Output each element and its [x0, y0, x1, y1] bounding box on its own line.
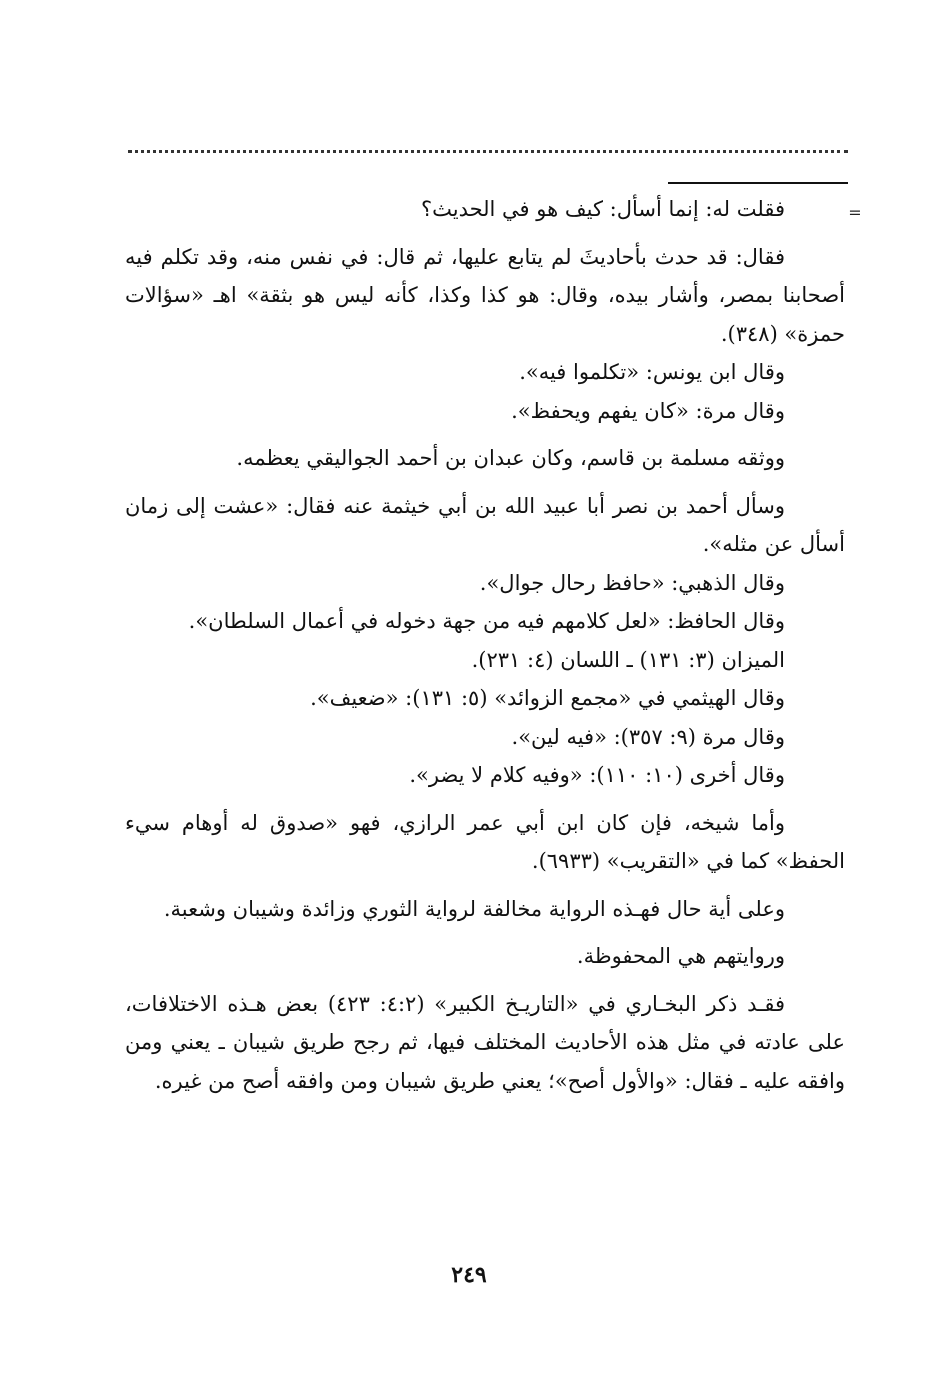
- paragraph: وقال ابن يونس: «تكلموا فيه».: [519, 360, 785, 384]
- paragraph: وعلى أية حال فهـذه الرواية مخالفة لرواية الثوري وزائدة وشيبان وشعبة.: [163, 896, 785, 921]
- paragraph: وقال مرة (٩: ٣٥٧): «فيه لين».: [511, 724, 785, 749]
- paragraph: وسأل أحمد بن نصر أبا عبيد الله بن أبي خيثمة عنه فقال: «عشت إلى زمان أسأل عن مثله».: [125, 493, 845, 556]
- paragraph: وروايتهم هي المحفوظة.: [576, 944, 785, 968]
- continuation-marker: =: [848, 203, 862, 222]
- footnote-rule: [668, 182, 848, 184]
- paragraph: وقال الذهبي: «حافظ رحال جوال».: [479, 570, 785, 595]
- paragraph: وقال مرة: «كان يفهم ويحفظ».: [511, 398, 785, 423]
- dotted-separator: [128, 150, 848, 153]
- paragraph: فقال: قد حدث بأحاديثَ لم يتابع عليها، ثم قال: في نفس منه، وقد تكلم فيه أصحابنا بمصر، وأشار بيده، وقال: هو كذا وكذا، كأنه ليس هو بثقة» اهـ «سؤالات حمزة» (٣٤٨).: [125, 244, 846, 346]
- paragraph: وقال الهيثمي في «مجمع الزوائد» (٥: ١٣١): «ضعيف».: [310, 686, 785, 710]
- paragraph: فقـد ذكر البخـاري في «التاريـخ الكبير» (٤:٢: ٤٢٣) بعض هـذه الاختلافات، على عادته في مثل هذه الأحاديث المختلف فيها، ثم رجح طريق شيبان ـ يعني ومن وافقه عليه ـ فقال: «والأول أصح»؛ يعني طريق شيبان ومن وافقه أصح من غيره.: [125, 991, 845, 1093]
- paragraph: الميزان (٣: ١٣١) ـ اللسان (٤: ٢٣١).: [471, 647, 785, 672]
- paragraph: وقال الحافظ: «لعل كلامهم فيه من جهة دخوله في أعمال السلطان».: [188, 609, 785, 633]
- paragraph: وأما شيخه، فإن كان ابن أبي عمر الرازي، فهو «صدوق له أوهام سيء الحفظ» كما في «التقريب» (٦٩٣٣).: [125, 810, 845, 873]
- page-number: ٢٤٩: [451, 1262, 487, 1288]
- paragraph: وقال أخرى (١٠: ١١٠): «وفيه كلام لا يضر».: [409, 763, 785, 787]
- paragraph: فقلت له: إنما أسأل: كيف هو في الحديث؟: [420, 197, 785, 221]
- page-body: [125, 190, 845, 1100]
- paragraph: ووثقه مسلمة بن قاسم، وكان عبدان بن أحمد الجواليقي يعظمه.: [236, 446, 785, 470]
